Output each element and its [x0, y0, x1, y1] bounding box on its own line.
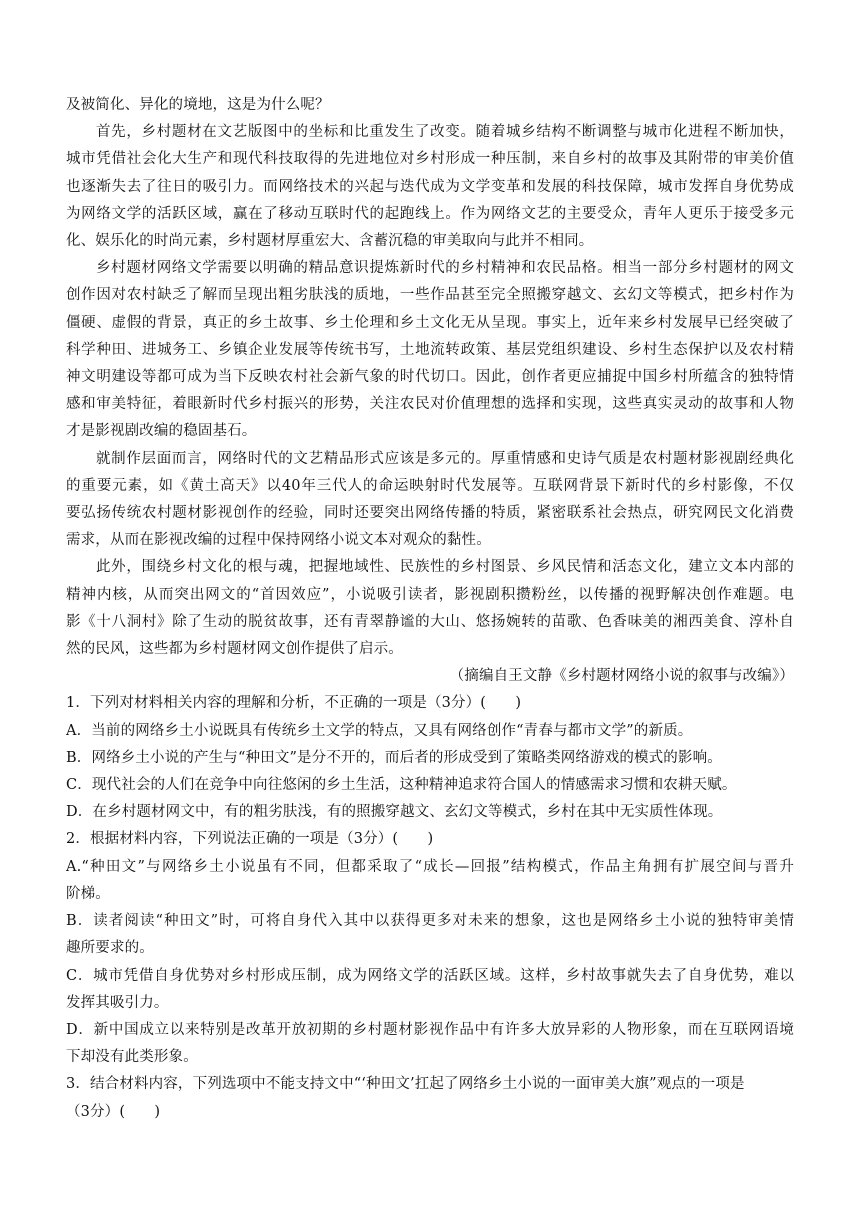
option-b: B．网络乡土小说的产生与“种田文”是分不开的，而后者的形成受到了策略类网络游戏的模式的影响。	[66, 749, 722, 766]
source-citation: （摘编自王文静《乡村题材网络小说的叙事与改编》）	[449, 668, 794, 685]
question-stem: 2．根据材料内容，下列说法正确的一项是（3分）( )	[66, 831, 434, 848]
passage-line: 乡村题材网络文学需要以明确的精品意识提炼新时代的乡村精神和农民品格。相当一部分乡村题材的网文	[96, 260, 794, 277]
passage-line: 然的民风，这些都为乡村题材网文创作提供了启示。	[66, 641, 403, 658]
question-1	[66, 690, 794, 826]
passage-line: 要弘扬传统农村题材影视创作的经验，同时还要突出网络传播的特质，紧密联系社会热点，研究网民文化消费	[66, 505, 794, 522]
passage-line: 需求，从而在影视改编的过程中保持网络小说文本对观众的黏性。	[66, 532, 491, 549]
passage-line: 就制作层面而言，网络时代的文艺精品形式应该是多元的。厚重情感和史诗气质是农村题材影视剧经典化	[96, 450, 794, 467]
option-b: B．读者阅读“种田文”时，可将自身代入其中以获得更多对未来的想象，这也是网络乡土小说的独特审美情	[66, 913, 794, 930]
passage-line: 首先，乡村题材在文艺版图中的坐标和比重发生了改变。随着城乡结构不断调整与城市化进程不断加快，	[96, 124, 794, 141]
paragraph-1	[66, 119, 794, 255]
question-stem-cont: （3分）( )	[66, 1103, 161, 1120]
passage-line: 及被简化、异化的境地，这是为什么呢？	[66, 97, 330, 113]
option-d: D．新中国成立以来特别是改革开放初期的乡村题材影视作品中有许多大放异彩的人物形象，而在互联网语境	[66, 1021, 794, 1038]
passage-line: 神文明建设等都可成为当下反映农村社会新气象的时代切口。因此，创作者更应捕捉中国乡村所蕴含的独特情	[66, 369, 794, 386]
passage-line: 也逐渐失去了往日的吸引力。而网络技术的兴起与迭代成为文学变革和发展的科技保障，城市发挥自身优势成	[66, 178, 794, 195]
passage-line: 创作因对农村缺乏了解而呈现出粗劣肤浅的质地，一些作品甚至完全照搬穿越文、玄幻文等模式，把乡村作为	[66, 287, 794, 304]
option-a: A.“种田文”与网络乡土小说虽有不同，但都采取了“成长—回报”结构模式，作品主角拥有扩展空间与晋升	[66, 858, 794, 875]
option-c: C．城市凭借自身优势对乡村形成压制，成为网络文学的活跃区域。这样，乡村故事就失去了自身优势，难以	[66, 967, 794, 984]
option-c-cont: 发挥其吸引力。	[66, 994, 169, 1011]
passage-line: 为网络文学的活跃区域，赢在了移动互联时代的起跑线上。作为网络文艺的主要受众，青年人更乐于接受多元	[66, 205, 794, 222]
passage-line: 的重要元素，如《黄土高天》以40年三代人的命运映射时代发展等。互联网背景下新时代的乡村影像，不仅	[66, 477, 794, 494]
passage-line: 城市凭借社会化大生产和现代科技取得的先进地位对乡村形成一种压制，来自乡村的故事及其附带的审美价值	[66, 151, 794, 168]
exam-page	[66, 92, 794, 1126]
passage-line: 此外，围绕乡村文化的根与魂，把握地域性、民族性的乡村图景、乡风民情和活态文化，建立文本内部的	[96, 559, 794, 576]
passage-line: 感和审美特征，着眼新时代乡村振兴的形势，关注农民对价值理想的选择和实现，这些真实灵动的故事和人物	[66, 396, 794, 413]
question-stem: 1．下列对材料相关内容的理解和分析，不正确的一项是（3分）( )	[66, 695, 522, 712]
paragraph-4	[66, 554, 794, 663]
option-a: A．当前的网络乡土小说既具有传统乡土文学的特点，又具有网络创作“青春与都市文学”的新质。	[66, 722, 693, 739]
option-d-cont: 下却没有此类形象。	[66, 1049, 198, 1066]
question-2	[66, 826, 794, 1071]
passage-line: 影《十八洞村》除了生动的脱贫故事，还有青翠静谧的大山、悠扬婉转的苗歌、色香味美的湘西美食、淳朴自	[66, 613, 794, 630]
passage-line: 精神内核，从而突出网文的“首因效应”，小说吸引读者，影视剧积攒粉丝，以传播的视野解决创作难题。电	[66, 586, 794, 603]
option-c: C．现代社会的人们在竞争中向往悠闲的乡土生活，这种精神追求符合国人的情感需求习惯和农耕天赋。	[66, 777, 737, 794]
option-a-cont: 阶梯。	[66, 885, 110, 902]
passage	[66, 92, 794, 690]
passage-line: 化、娱乐化的时尚元素，乡村题材厚重宏大、含蓄沉稳的审美取向与此并不相同。	[66, 233, 594, 250]
option-d: D．在乡村题材网文中，有的粗劣肤浅，有的照搬穿越文、玄幻文等模式，乡村在其中无实质性体现。	[66, 804, 723, 821]
passage-line: 僵硬、虚假的背景，真正的乡土故事、乡土伦理和乡土文化无从呈现。事实上，近年来乡村发展早已经突破了	[66, 314, 794, 331]
paragraph-3	[66, 446, 794, 555]
passage-line: 才是影视剧改编的稳固基石。	[66, 423, 257, 440]
question-3	[66, 1071, 794, 1125]
question-stem: 3．结合材料内容，下列选项中不能支持文中“‘种田文’扛起了网络乡土小说的一面审美大旗”观点的一项是	[66, 1076, 745, 1093]
option-b-cont: 趣所要求的。	[66, 940, 154, 957]
paragraph-2	[66, 255, 794, 445]
passage-line: 科学种田、进城务工、乡镇企业发展等传统书写，土地流转政策、基层党组织建设、乡村生态保护以及农村精	[66, 341, 794, 358]
